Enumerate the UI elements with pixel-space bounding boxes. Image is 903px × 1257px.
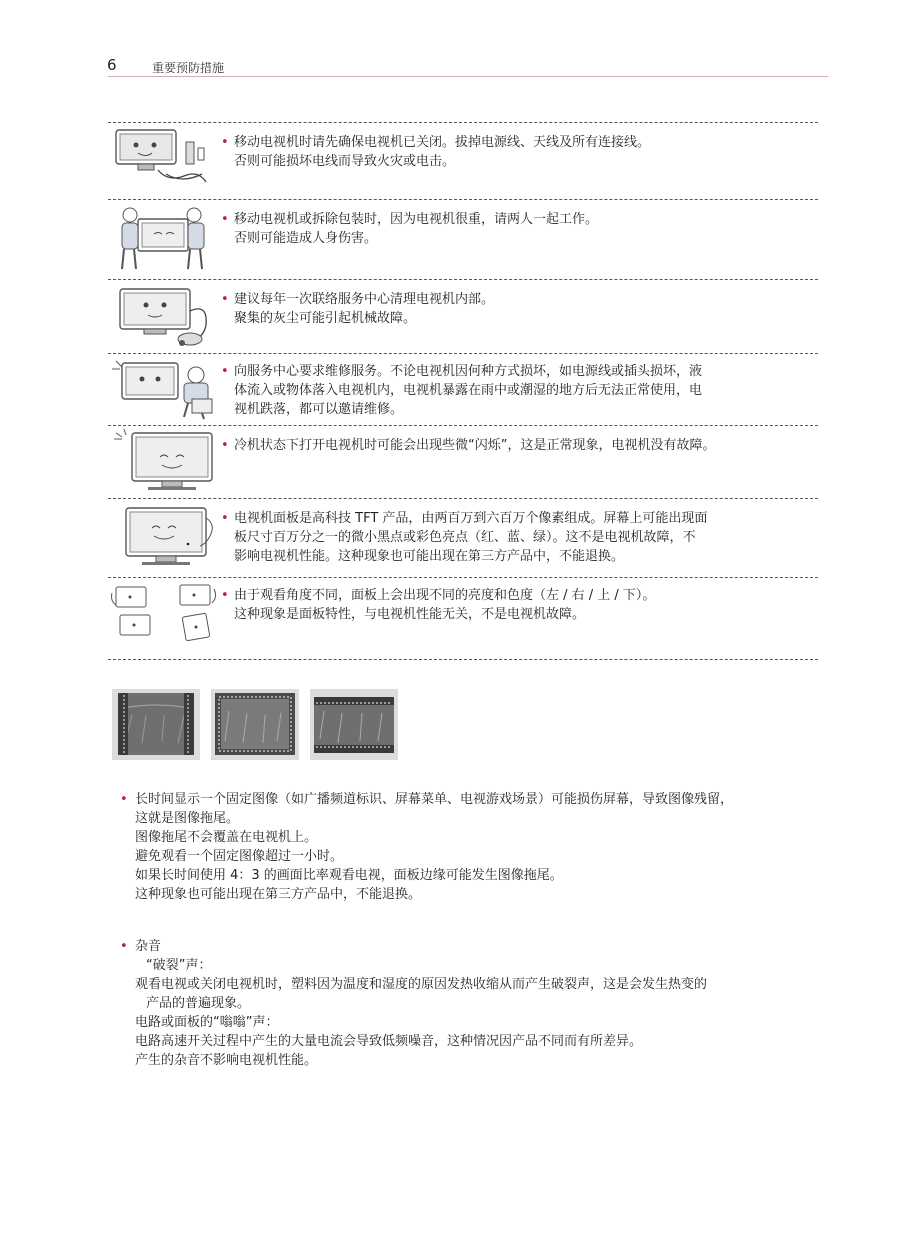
header-rule (108, 76, 828, 77)
tv-vacuum-illustration (110, 281, 220, 349)
list-item (108, 500, 818, 576)
list-item (108, 281, 818, 352)
tv-unplug-illustration (110, 124, 220, 190)
divider (108, 425, 818, 426)
list-item (108, 579, 818, 658)
item-text: • 移动电视机或拆除包装时，因为电视机很重，请两人一起工作。 否则可能造成人身伤害。 (221, 212, 599, 246)
divider (108, 498, 818, 499)
item-text: • 建议每年一次联络服务中心清理电视机内部。 聚集的灰尘可能引起机械故障。 (221, 292, 495, 326)
list-item (108, 355, 818, 424)
tv-viewing-angle-illustration (110, 579, 220, 643)
list-item (108, 201, 818, 278)
bullet-icon: • (221, 292, 229, 307)
retention-thumbnail (211, 689, 299, 760)
divider (108, 577, 818, 578)
divider (108, 659, 818, 660)
item-text: • 电视机面板是高科技 TFT 产品，由两百万到六百万个像素组成。屏幕上可能出现面 板尺寸百万分之一的微小黑点或彩色亮点（红、蓝、绿）。这不是电视机故障，不 影响电视机性能。这种现象也可能出现在第三方产品中，不能退换。 (221, 511, 708, 564)
crack-text: 观看电视或关闭电视机时，塑料因为温度和湿度的原因发热收缩从而产生破裂声，这是会发生热变的 (135, 977, 708, 992)
bullet-icon: • (221, 438, 229, 453)
bullet-icon: • (120, 792, 128, 807)
header-title: 重要预防措施 (152, 61, 225, 75)
noise-section (120, 937, 815, 1070)
noise-conclusion: 产生的杂音不影响电视机性能。 (135, 1053, 318, 1068)
divider (108, 279, 818, 280)
bullet-icon: • (221, 588, 229, 603)
hum-text: 电路高速开关过程中产生的大量电流会导致低频噪音，这种情况因产品不同而有所差异。 (135, 1034, 643, 1049)
list-item (108, 427, 818, 497)
bullet-icon: • (221, 364, 229, 379)
item-text: • 向服务中心要求维修服务。不论电视机因何种方式损坏，如电源线或插头损坏，液 体流入或物体落入电视机内，电视机暴露在雨中或潮湿的地方后无法正常使用，电 视机跌落，都可以邀请维修。 (221, 364, 703, 417)
crack-label: “破裂”声： (146, 958, 212, 973)
two-people-carry-tv-illustration (110, 201, 220, 273)
divider (108, 353, 818, 354)
divider (108, 199, 818, 200)
retention-thumbnail (112, 689, 200, 760)
divider (108, 122, 818, 123)
crack-text-continued: 产品的普遍现象。 (146, 996, 251, 1011)
hum-label: 电路或面板的“嗡嗡”声： (135, 1015, 279, 1030)
list-item (108, 124, 818, 198)
item-text: • 移动电视机时请先确保电视机已关闭。拔掉电源线、天线及所有连接线。 否则可能损坏电线而导致火灾或电击。 (221, 135, 651, 169)
bullet-icon: • (221, 511, 229, 526)
image-retention-section: • 长时间显示一个固定图像（如广播频道标识、屏幕菜单、电视游戏场景）可能损伤屏幕，导致图像残留， 这就是图像拖尾。 图像拖尾不会覆盖在电视机上。 避免观看一个固定图像超过一小时。 如果长时间使用 4：3 的画面比率观看电视，面板边缘可能发生图像拖尾。 这种现象也可能出现在第三方产品中，不能退换。 (120, 792, 734, 902)
item-text: • 由于观看角度不同，面板上会出现不同的亮度和色度（左 / 右 / 上 / 下）。 这种现象是面板特性，与电视机性能无关，不是电视机故障。 (221, 588, 656, 622)
bullet-icon: • (120, 939, 128, 954)
bullet-icon: • (221, 212, 229, 227)
bullet-icon: • (221, 135, 229, 150)
item-text: • 冷机状态下打开电视机时可能会出现些微“闪烁”，这是正常现象，电视机没有故障。 (221, 438, 716, 453)
page-number: 6 (107, 56, 117, 74)
tv-flicker-illustration (110, 427, 220, 493)
tv-pixel-illustration (110, 500, 220, 572)
retention-thumbnail (310, 689, 398, 760)
noise-title: 杂音 (135, 939, 162, 954)
tv-service-technician-illustration (110, 355, 220, 421)
